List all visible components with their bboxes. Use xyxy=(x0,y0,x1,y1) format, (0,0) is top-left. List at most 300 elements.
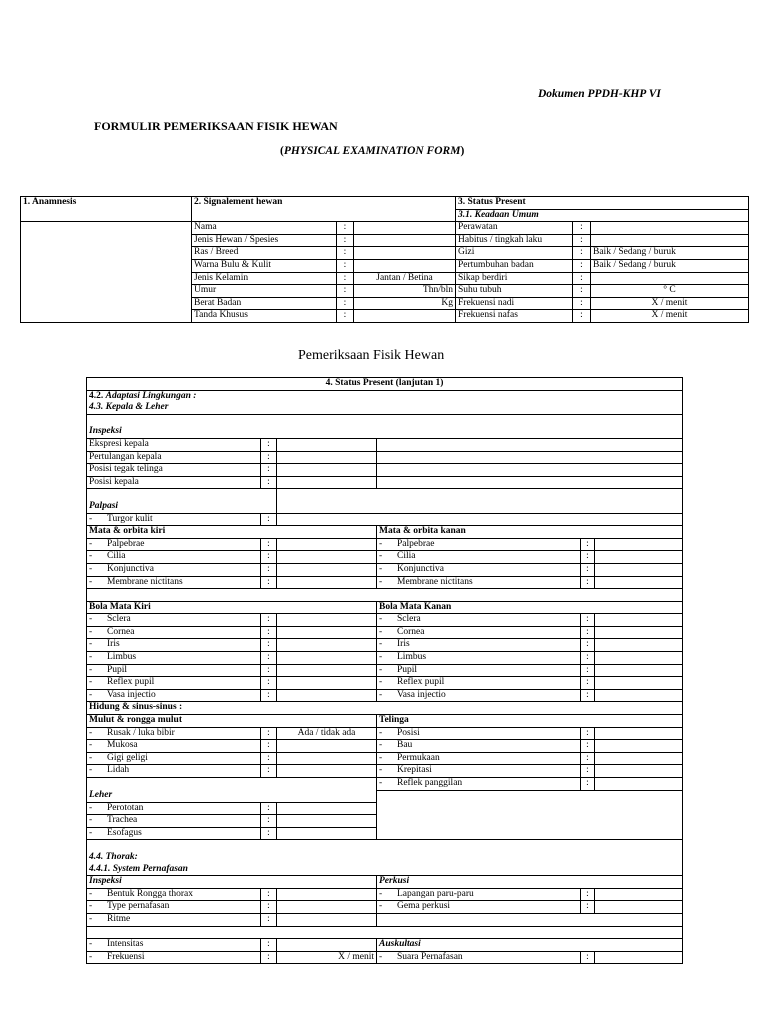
bullet-dash: - xyxy=(89,626,93,637)
signalement-colon: : xyxy=(337,259,354,272)
value-cell[interactable] xyxy=(277,677,377,690)
value-cell[interactable] xyxy=(277,740,377,753)
value-cell[interactable] xyxy=(277,639,377,652)
status-colon: : xyxy=(573,285,591,298)
signalement-label: Jenis Hewan / Spesies xyxy=(192,234,337,247)
item-label: Cornea xyxy=(397,626,425,637)
form-row xyxy=(87,601,683,614)
signalement-colon: : xyxy=(337,310,354,323)
item-label: Ritme xyxy=(107,914,131,925)
mata-kiri-header: Mata & orbita kiri xyxy=(87,526,377,539)
colon-cell: : xyxy=(581,652,595,665)
signalement-label: Umur xyxy=(192,285,337,298)
bullet-dash: - xyxy=(379,626,383,637)
status-value[interactable]: ° C xyxy=(591,285,749,298)
signalement-value[interactable]: Kg xyxy=(354,297,456,310)
colon-cell: : xyxy=(261,740,277,753)
form-row xyxy=(87,563,683,576)
colon-cell: : xyxy=(261,626,277,639)
inspeksi2-item xyxy=(87,888,261,901)
bullet-dash: - xyxy=(379,538,383,549)
bullet-dash: - xyxy=(379,765,383,776)
value-cell[interactable]: X / menit xyxy=(277,951,377,964)
item-label: Permukaan xyxy=(397,752,440,763)
spacer-cell xyxy=(87,778,377,791)
value-cell[interactable] xyxy=(277,914,377,927)
item-label: Reflek panggilan xyxy=(397,778,463,788)
form-row xyxy=(87,652,683,665)
value-cell[interactable] xyxy=(595,614,683,627)
colon-cell: : xyxy=(581,689,595,702)
value-cell[interactable] xyxy=(377,438,683,451)
form-row xyxy=(87,876,683,889)
item-label: Konjunctiva xyxy=(107,563,154,574)
colon-cell: : xyxy=(581,778,595,791)
colon-cell: : xyxy=(261,888,277,901)
colon-cell: : xyxy=(261,563,277,576)
form-row xyxy=(87,451,683,464)
colon-cell: : xyxy=(581,576,595,589)
value-cell[interactable] xyxy=(595,639,683,652)
value-cell[interactable] xyxy=(595,576,683,589)
anamnesis-content[interactable] xyxy=(21,222,192,323)
value-cell[interactable] xyxy=(595,901,683,914)
bullet-dash: - xyxy=(379,614,383,625)
item-label: Bau xyxy=(397,740,413,751)
bullet-dash: - xyxy=(89,677,93,688)
spacer-cell xyxy=(377,790,683,840)
value-cell[interactable] xyxy=(595,765,683,778)
signalement-colon: : xyxy=(337,222,354,235)
item-label: Sclera xyxy=(397,614,421,625)
spacer-row xyxy=(277,489,683,501)
value-cell[interactable] xyxy=(595,677,683,690)
form-row xyxy=(87,438,683,451)
bola-kanan-header: Bola Mata Kanan xyxy=(377,601,683,614)
value-cell[interactable] xyxy=(377,476,683,489)
form-row xyxy=(87,951,683,964)
bullet-dash: - xyxy=(379,652,383,663)
value-cell[interactable] xyxy=(595,664,683,677)
telinga-item xyxy=(377,740,581,753)
status-colon: : xyxy=(573,222,591,235)
item-label: Turgor kulit xyxy=(107,513,153,524)
form-row xyxy=(87,489,683,501)
status-value[interactable]: X / menit xyxy=(591,297,749,310)
bullet-dash: - xyxy=(379,901,383,912)
value-cell[interactable] xyxy=(595,551,683,564)
mata-kanan-item xyxy=(377,551,581,564)
section-title: Pemeriksaan Fisik Hewan xyxy=(298,348,445,363)
status-present-table xyxy=(86,377,683,964)
colon-cell: : xyxy=(261,614,277,627)
signalement-value[interactable] xyxy=(354,310,456,323)
signalement-label: Ras / Breed xyxy=(192,247,337,260)
palpasi-label: Palpasi xyxy=(87,501,277,513)
signalement-label: Jenis Kelamin xyxy=(192,272,337,285)
form-row xyxy=(87,626,683,639)
form-row xyxy=(87,689,683,702)
colon-cell: : xyxy=(261,815,277,828)
bullet-dash: - xyxy=(89,538,93,549)
status-colon: : xyxy=(573,297,591,310)
item-label: Pertulangan kepala xyxy=(89,451,162,462)
colon-cell: : xyxy=(261,939,277,952)
pernafasan-label: 4.4.1. System Pernafasan xyxy=(87,864,683,876)
form-row xyxy=(87,639,683,652)
item-label: Iris xyxy=(397,639,410,650)
value-cell[interactable] xyxy=(277,538,377,551)
signalement-label: Tanda Khusus xyxy=(192,310,337,323)
status-colon: : xyxy=(573,234,591,247)
colon-cell: : xyxy=(261,576,277,589)
bullet-dash: - xyxy=(89,802,93,813)
inspeksi-item xyxy=(87,451,261,464)
value-cell[interactable] xyxy=(277,815,377,828)
value-cell[interactable] xyxy=(277,765,377,778)
bullet-dash: - xyxy=(379,778,383,788)
form-row xyxy=(87,390,683,402)
colon-cell: : xyxy=(261,689,277,702)
spacer-row xyxy=(87,589,683,602)
value-cell[interactable] xyxy=(277,888,377,901)
signalement-row xyxy=(21,222,749,235)
value-cell[interactable] xyxy=(277,689,377,702)
bullet-dash: - xyxy=(89,815,93,826)
telinga-item xyxy=(377,765,581,778)
bola-kanan-item xyxy=(377,639,581,652)
colon-cell: : xyxy=(581,639,595,652)
signalement-header: 2. Signalement hewan xyxy=(192,197,456,222)
colon-cell: : xyxy=(261,901,277,914)
colon-cell: : xyxy=(261,652,277,665)
form-row xyxy=(87,727,683,740)
telinga-item xyxy=(377,778,581,791)
inspeksi2-item xyxy=(87,901,261,914)
signalement-value[interactable] xyxy=(354,234,456,247)
colon-cell: : xyxy=(261,727,277,740)
bola-kanan-item xyxy=(377,677,581,690)
colon-cell: : xyxy=(261,752,277,765)
bullet-dash: - xyxy=(379,639,383,650)
form-row xyxy=(87,476,683,489)
item-label: Limbus xyxy=(397,652,427,663)
telinga-header: Telinga xyxy=(377,715,683,728)
status-value[interactable] xyxy=(591,234,749,247)
value-cell[interactable] xyxy=(277,451,377,464)
form-row xyxy=(87,551,683,564)
value-cell[interactable]: Ada / tidak ada xyxy=(277,727,377,740)
leher-item xyxy=(87,802,261,815)
form-row xyxy=(87,840,683,852)
bullet-dash: - xyxy=(379,664,383,675)
item-label: Gema perkusi xyxy=(397,901,451,912)
value-cell[interactable] xyxy=(277,476,377,489)
status-colon: : xyxy=(573,247,591,260)
bullet-dash: - xyxy=(379,689,383,700)
mata-kiri-item xyxy=(87,576,261,589)
bola-kanan-item xyxy=(377,652,581,665)
value-cell[interactable] xyxy=(595,626,683,639)
value-cell[interactable] xyxy=(595,951,683,964)
bullet-dash: - xyxy=(89,614,93,625)
form-row xyxy=(87,939,683,952)
colon-cell: : xyxy=(581,677,595,690)
form-row xyxy=(87,790,683,802)
telinga-item xyxy=(377,752,581,765)
status-colon: : xyxy=(573,272,591,285)
bola-kiri-item xyxy=(87,689,261,702)
item-label: Posisi tegak telinga xyxy=(89,464,163,475)
item-label: Palpebrae xyxy=(397,538,435,549)
bola-kiri-header: Bola Mata Kiri xyxy=(87,601,377,614)
mulut-item xyxy=(87,765,261,778)
form-row xyxy=(87,852,683,864)
form-row xyxy=(87,702,683,715)
value-cell[interactable] xyxy=(277,438,377,451)
form-row xyxy=(87,864,683,876)
bullet-dash: - xyxy=(89,639,93,650)
item-label: Cilia xyxy=(107,551,126,562)
item-label: Palpebrae xyxy=(107,538,145,549)
suara-item xyxy=(377,951,581,964)
adaptasi-row xyxy=(87,390,683,402)
value-cell[interactable] xyxy=(277,901,377,914)
bola-kanan-item xyxy=(377,689,581,702)
status-value[interactable] xyxy=(591,272,749,285)
item-label: Pupil xyxy=(107,664,128,675)
mata-kanan-header: Mata & orbita kanan xyxy=(377,526,683,539)
table-header: 4. Status Present (lanjutan 1) xyxy=(87,378,683,391)
form-row xyxy=(87,526,683,539)
mata-kanan-item xyxy=(377,538,581,551)
colon-cell: : xyxy=(261,538,277,551)
value-cell[interactable] xyxy=(595,778,683,791)
item-label: Cilia xyxy=(397,551,416,562)
value-cell[interactable] xyxy=(595,538,683,551)
status-label: Frekuensi nafas xyxy=(456,310,573,323)
value-cell[interactable] xyxy=(277,802,377,815)
mulut-item xyxy=(87,752,261,765)
colon-cell: : xyxy=(581,740,595,753)
item-label: Posisi xyxy=(397,727,420,738)
signalement-value[interactable] xyxy=(354,259,456,272)
item-label: Frekuensi xyxy=(107,951,145,962)
subtitle-text: PHYSICAL EXAMINATION FORM xyxy=(283,145,461,157)
value-cell[interactable] xyxy=(377,464,683,477)
item-label: Ekspresi kepala xyxy=(89,438,149,449)
item-label: Pupil xyxy=(397,664,418,675)
colon-cell: : xyxy=(261,664,277,677)
item-label: Limbus xyxy=(107,652,137,663)
bullet-dash: - xyxy=(89,914,93,925)
signalement-colon: : xyxy=(337,297,354,310)
colon-cell: : xyxy=(261,827,277,840)
item-label: Bentuk Rongga thorax xyxy=(107,888,194,899)
form-row xyxy=(87,414,683,426)
form-row xyxy=(87,513,683,526)
bullet-dash: - xyxy=(379,677,383,688)
bola-kanan-item xyxy=(377,664,581,677)
value-cell[interactable] xyxy=(277,464,377,477)
colon-cell: : xyxy=(261,914,277,927)
item-label: Reflex pupil xyxy=(397,677,445,688)
value-cell[interactable] xyxy=(277,513,683,526)
form-row xyxy=(87,501,683,513)
auskultasi-header: Auskultasi xyxy=(377,939,683,952)
status-label: Habitus / tingkah laku xyxy=(456,234,573,247)
value-cell[interactable] xyxy=(277,551,377,564)
spacer-cell xyxy=(277,501,683,513)
value-cell[interactable] xyxy=(277,563,377,576)
frekuensi-item xyxy=(87,951,261,964)
item-label: Konjunctiva xyxy=(397,563,444,574)
inspeksi-item xyxy=(87,438,261,451)
subtitle-close-paren: ) xyxy=(460,145,465,157)
status-label: Suhu tubuh xyxy=(456,285,573,298)
signalement-value[interactable]: Thn/bln xyxy=(354,285,456,298)
leher-label: Leher xyxy=(87,790,377,802)
form-row xyxy=(87,752,683,765)
signalement-colon: : xyxy=(337,234,354,247)
bullet-dash: - xyxy=(89,563,93,574)
item-label: Gigi geligi xyxy=(107,752,148,763)
item-label: Sclera xyxy=(107,614,131,625)
signalement-label: Berat Badan xyxy=(192,297,337,310)
colon-cell: : xyxy=(261,464,277,477)
colon-cell: : xyxy=(261,802,277,815)
bola-kiri-item xyxy=(87,664,261,677)
mata-kiri-item xyxy=(87,538,261,551)
mulut-item xyxy=(87,727,261,740)
value-cell[interactable] xyxy=(595,740,683,753)
status-label: Gizi xyxy=(456,247,573,260)
keadaan-umum-header: 3.1. Keadaan Umum xyxy=(456,209,749,222)
form-row xyxy=(87,888,683,901)
value-cell[interactable] xyxy=(595,752,683,765)
value-cell[interactable] xyxy=(595,888,683,901)
bola-kanan-item xyxy=(377,626,581,639)
value-cell[interactable] xyxy=(277,664,377,677)
status-label: Frekuensi nadi xyxy=(456,297,573,310)
bullet-dash: - xyxy=(379,727,383,738)
bola-kiri-item xyxy=(87,614,261,627)
spacer-cell xyxy=(377,914,683,927)
mata-kanan-item xyxy=(377,576,581,589)
item-label: Krepitasi xyxy=(397,765,432,776)
bullet-dash: - xyxy=(379,951,383,962)
form-row xyxy=(87,614,683,627)
status-colon: : xyxy=(573,259,591,272)
item-label: Membrane nictitans xyxy=(107,576,183,587)
colon-cell: : xyxy=(581,551,595,564)
bullet-dash: - xyxy=(89,652,93,663)
item-label: Type pernafasan xyxy=(107,901,170,912)
value-cell[interactable] xyxy=(277,614,377,627)
form-row xyxy=(87,926,683,939)
status-present-header: 3. Status Present xyxy=(456,197,749,210)
colon-cell: : xyxy=(581,951,595,964)
colon-cell: : xyxy=(261,765,277,778)
status-value[interactable]: X / menit xyxy=(591,310,749,323)
form-row xyxy=(87,778,683,791)
form-title: FORMULIR PEMERIKSAAN FISIK HEWAN xyxy=(94,119,338,133)
colon-cell: : xyxy=(581,765,595,778)
bullet-dash: - xyxy=(89,752,93,763)
value-cell[interactable] xyxy=(277,827,377,840)
bola-kiri-item xyxy=(87,677,261,690)
telinga-item xyxy=(377,727,581,740)
status-label: Perawatan xyxy=(456,222,573,235)
value-cell[interactable] xyxy=(277,626,377,639)
item-label: Lidah xyxy=(107,765,130,776)
colon-cell: : xyxy=(261,639,277,652)
spacer-row xyxy=(87,840,683,852)
item-label: Perototan xyxy=(107,802,144,813)
bullet-dash: - xyxy=(89,664,93,675)
spacer-row xyxy=(87,414,683,426)
value-cell[interactable] xyxy=(595,563,683,576)
value-cell[interactable] xyxy=(277,652,377,665)
value-cell[interactable] xyxy=(377,451,683,464)
item-label: Rusak / luka bibir xyxy=(107,727,175,738)
value-cell[interactable] xyxy=(277,752,377,765)
item-label: Intensitas xyxy=(107,939,144,950)
bola-kiri-item xyxy=(87,639,261,652)
inspeksi2-header: Inspeksi xyxy=(87,876,377,889)
mata-kanan-item xyxy=(377,563,581,576)
item-label: Vasa injectio xyxy=(107,689,156,700)
bola-kiri-item xyxy=(87,626,261,639)
form-row xyxy=(87,677,683,690)
form-row xyxy=(87,765,683,778)
status-value[interactable]: Baik / Sedang / buruk xyxy=(591,247,749,260)
bullet-dash: - xyxy=(89,727,93,738)
leher-item xyxy=(87,827,261,840)
signalement-value[interactable] xyxy=(354,247,456,260)
colon-cell: : xyxy=(261,951,277,964)
hidung-label: Hidung & sinus-sinus : xyxy=(87,702,683,715)
status-value[interactable]: Baik / Sedang / buruk xyxy=(591,259,749,272)
bullet-dash: - xyxy=(379,551,383,562)
bullet-dash: - xyxy=(89,689,93,700)
signalement-value[interactable] xyxy=(354,222,456,235)
perkusi-header: Perkusi xyxy=(377,876,683,889)
inspeksi-item xyxy=(87,476,261,489)
value-cell[interactable] xyxy=(277,576,377,589)
perkusi-item xyxy=(377,888,581,901)
leher-item xyxy=(87,815,261,828)
status-value[interactable] xyxy=(591,222,749,235)
value-cell[interactable] xyxy=(595,652,683,665)
signalement-colon: : xyxy=(337,247,354,260)
signalement-value[interactable]: Jantan / Betina xyxy=(354,272,456,285)
item-label: Cornea xyxy=(107,626,135,637)
document-code: Dokumen PPDH-KHP VI xyxy=(538,88,661,100)
item-label: Membrane nictitans xyxy=(397,576,473,587)
inspeksi-item xyxy=(87,464,261,477)
form-row xyxy=(87,740,683,753)
intensitas-item xyxy=(87,939,261,952)
colon-cell: : xyxy=(581,626,595,639)
mulut-item xyxy=(87,740,261,753)
spacer-row xyxy=(87,489,277,501)
value-cell[interactable] xyxy=(595,727,683,740)
colon-cell: : xyxy=(581,888,595,901)
value-cell[interactable] xyxy=(277,939,377,952)
value-cell[interactable] xyxy=(595,689,683,702)
item-label: Esofagus xyxy=(107,827,142,838)
